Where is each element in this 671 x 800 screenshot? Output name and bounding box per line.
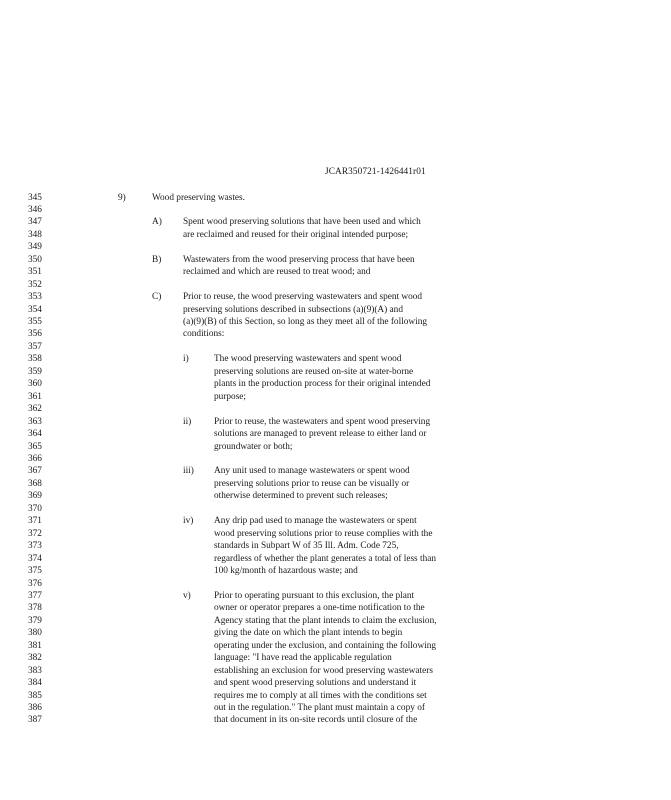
document-line: [0, 204, 671, 216]
document-line: [0, 490, 671, 502]
document-line: [0, 428, 671, 440]
line-number: 360: [28, 379, 42, 390]
line-number: 363: [28, 416, 42, 427]
line-number: 347: [28, 217, 42, 228]
line-text: wood preserving solutions prior to reuse complies with the: [214, 528, 433, 539]
line-text: Any drip pad used to manage the wastewaters or spent: [214, 516, 417, 527]
line-number: 359: [28, 366, 42, 377]
line-number: 356: [28, 329, 42, 340]
line-text: The wood preserving wastewaters and spent wood: [214, 354, 402, 365]
line-text: otherwise determined to prevent such releases;: [214, 491, 388, 502]
document-line: [0, 627, 671, 639]
document-line: [0, 403, 671, 415]
line-text: owner or operator prepares a one-time notification to the: [214, 603, 425, 614]
list-marker: A): [152, 217, 162, 228]
line-text: regardless of whether the plant generates a total of less than: [214, 553, 437, 564]
document-line: [0, 241, 671, 253]
line-text: 100 kg/month of hazardous waste; and: [214, 566, 358, 576]
line-text: reclaimed and which are reused to treat wood; and: [183, 267, 371, 278]
line-number: 349: [28, 242, 42, 253]
line-text: plants in the production process for their original intended: [214, 379, 431, 390]
document-line: [0, 640, 671, 652]
line-number: 371: [28, 516, 42, 527]
line-number: 378: [28, 603, 42, 614]
line-number: 354: [28, 304, 42, 315]
document-id: JCAR350721-1426441r01: [325, 167, 426, 177]
line-number: 373: [28, 541, 42, 552]
line-number: 381: [28, 640, 42, 651]
document-line: [0, 441, 671, 453]
line-number: 357: [28, 341, 42, 352]
line-text: standards in Subpart W of 35 Ill. Adm. Code 725,: [214, 541, 399, 552]
line-text: establishing an exclusion for wood preserving wastewaters: [214, 665, 433, 676]
document-line: [0, 602, 671, 614]
line-text: and spent wood preserving solutions and understand it: [214, 678, 417, 688]
line-number: 385: [28, 690, 42, 701]
line-number: 361: [28, 391, 42, 402]
document-line: [0, 216, 671, 228]
line-text: operating under the exclusion, and containing the following: [214, 640, 437, 651]
document-line: [0, 266, 671, 278]
list-marker: iii): [183, 466, 194, 477]
document-line: [0, 229, 671, 241]
line-number: 352: [28, 279, 42, 290]
document-line: [0, 503, 671, 515]
line-number: 376: [28, 578, 42, 589]
document-line: [0, 378, 671, 390]
line-text: that document in its on-site records until closure of the: [214, 715, 418, 726]
document-line: [0, 453, 671, 465]
list-marker: C): [152, 292, 162, 303]
line-text: groundwater or both;: [214, 441, 293, 452]
line-text: (a)(9)(B) of this Section, so long as they meet all of the following: [183, 317, 427, 327]
document-line: [0, 478, 671, 490]
document-line: [0, 316, 671, 328]
line-text: purpose;: [214, 391, 247, 402]
document-line: [0, 565, 671, 577]
document-line: [0, 465, 671, 477]
line-number: 346: [28, 204, 42, 215]
document-line: [0, 192, 671, 204]
document-line: [0, 665, 671, 677]
line-number: 362: [28, 404, 42, 415]
line-text: preserving solutions are reused on-site at water-borne: [214, 366, 414, 377]
line-number: 368: [28, 478, 42, 489]
document-line: [0, 291, 671, 303]
list-marker: B): [152, 254, 162, 265]
line-number: 355: [28, 317, 42, 327]
line-number: 386: [28, 703, 42, 713]
document-line: [0, 353, 671, 365]
line-number: 384: [28, 678, 42, 688]
line-text: are reclaimed and reused for their original intended purpose;: [183, 229, 409, 240]
document-line: [0, 279, 671, 291]
line-number: 366: [28, 453, 42, 464]
line-text: Wood preserving wastes.: [152, 192, 245, 203]
document-line: [0, 590, 671, 602]
line-text: Wastewaters from the wood preserving process that have been: [183, 254, 415, 265]
line-text: Prior to operating pursuant to this exclusion, the plant: [214, 590, 415, 601]
line-number: 353: [28, 292, 42, 303]
document-line: [0, 304, 671, 316]
line-number: 380: [28, 628, 42, 639]
document-line: [0, 714, 671, 726]
line-number: 387: [28, 715, 42, 726]
line-number: 382: [28, 653, 42, 664]
line-number: 350: [28, 254, 42, 265]
list-marker: iv): [183, 516, 194, 527]
line-number: 383: [28, 665, 42, 676]
document-line: [0, 515, 671, 527]
line-text: preserving solutions described in subsections (a)(9)(A) and: [183, 304, 403, 315]
line-number: 364: [28, 429, 42, 439]
document-line: [0, 416, 671, 428]
line-number: 375: [28, 566, 42, 576]
line-number: 367: [28, 466, 42, 477]
line-text: conditions:: [183, 329, 225, 340]
list-marker: i): [183, 354, 189, 365]
document-line: [0, 391, 671, 403]
line-text: out in the regulation." The plant must maintain a copy of: [214, 703, 425, 713]
document-line: [0, 690, 671, 702]
list-marker: 9): [118, 192, 126, 203]
document-line: [0, 540, 671, 552]
line-number: 369: [28, 491, 42, 502]
list-marker: v): [183, 590, 191, 601]
document-line: [0, 341, 671, 353]
document-line: [0, 578, 671, 590]
line-number: 348: [28, 229, 42, 240]
document-line: [0, 702, 671, 714]
line-number: 345: [28, 192, 42, 203]
line-text: giving the date on which the plant intends to begin: [214, 628, 403, 639]
line-number: 374: [28, 553, 42, 564]
line-number: 351: [28, 267, 42, 278]
line-number: 370: [28, 503, 42, 514]
line-text: language: "I have read the applicable regulation: [214, 653, 392, 664]
line-text: solutions are managed to prevent release to either land or: [214, 429, 427, 439]
line-text: Spent wood preserving solutions that have been used and which: [183, 217, 421, 228]
line-number: 377: [28, 590, 42, 601]
document-line: [0, 366, 671, 378]
line-number: 358: [28, 354, 42, 365]
line-text: Any unit used to manage wastewaters or spent wood: [214, 466, 410, 477]
document-line: [0, 528, 671, 540]
document-line: [0, 254, 671, 266]
document-line: [0, 652, 671, 664]
document-line: [0, 615, 671, 627]
document-line: [0, 677, 671, 689]
line-text: Agency stating that the plant intends to claim the exclusion,: [214, 615, 437, 626]
document-line: [0, 328, 671, 340]
line-text: Prior to reuse, the wood preserving wastewaters and spent wood: [183, 292, 423, 303]
line-text: requires me to comply at all times with the conditions set: [214, 690, 427, 701]
list-marker: ii): [183, 416, 192, 427]
line-number: 372: [28, 528, 42, 539]
line-text: preserving solutions prior to reuse can be visually or: [214, 478, 410, 489]
line-text: Prior to reuse, the wastewaters and spent wood preserving: [214, 416, 431, 427]
line-number: 379: [28, 615, 42, 626]
document-line: [0, 553, 671, 565]
line-number: 365: [28, 441, 42, 452]
